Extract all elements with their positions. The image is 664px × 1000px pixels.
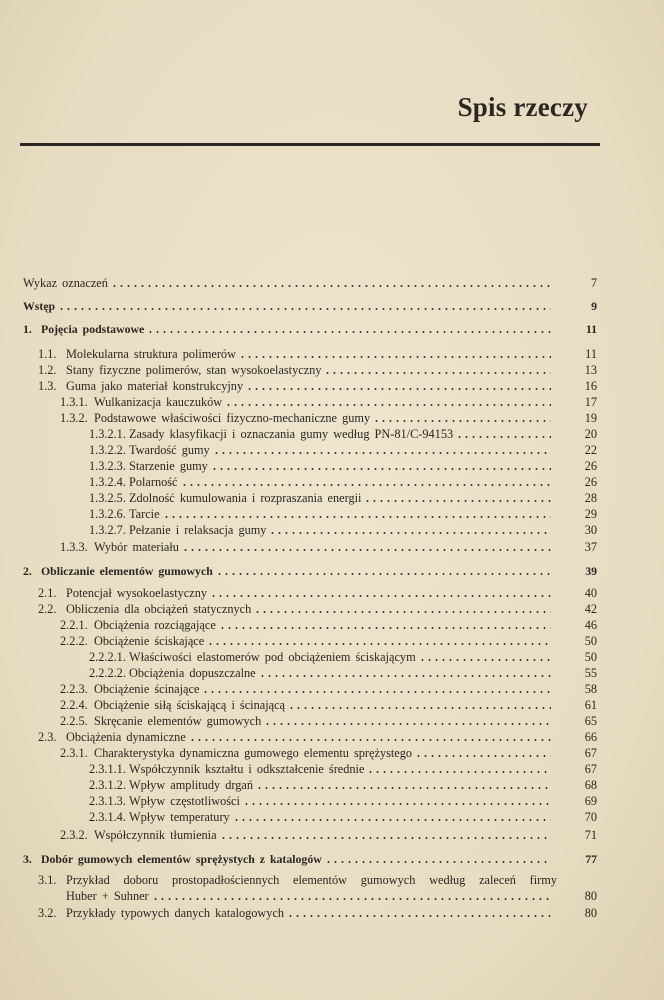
toc-entry[interactable] <box>23 809 597 825</box>
entry-title: Polarność <box>129 475 178 489</box>
entry-title: Starzenie gumy <box>129 459 208 473</box>
entry-number: 2.2.2. <box>60 634 88 648</box>
entry-number: 2.2.2.2. <box>89 666 126 680</box>
entry-page: 28 <box>584 491 597 505</box>
entry-number: 1.3.1. <box>60 395 88 409</box>
entry-number: 2.2.5. <box>60 714 88 728</box>
dot-leader <box>111 285 551 287</box>
entry-page: 22 <box>584 443 597 457</box>
entry-number: 1.3.2.6. <box>89 507 126 521</box>
entry-page: 13 <box>584 363 597 377</box>
toc-entry[interactable] <box>23 697 597 713</box>
entry-number: 1. <box>23 322 32 336</box>
dot-leader <box>325 861 551 863</box>
entry-page: 42 <box>584 602 597 616</box>
entry-title: Obliczenia dla obciążeń statycznych <box>66 602 252 616</box>
toc-entry[interactable] <box>23 617 597 633</box>
entry-number: 2.2.3. <box>60 682 88 696</box>
entry-page: 67 <box>584 762 597 776</box>
entry-number: 1.3.2.2. <box>89 443 126 457</box>
entry-title: Zdolność kumulowania i rozpraszania energii <box>129 491 362 505</box>
entry-number: 1.3.2.4. <box>89 475 126 489</box>
entry-title: Obciążenie siłą ściskającą i ścinającą <box>94 698 285 712</box>
entry-page: 67 <box>584 746 597 760</box>
entry-number: 3.1. <box>38 873 57 887</box>
entry-number: 2.2.4. <box>60 698 88 712</box>
entry-page: 9 <box>591 299 597 313</box>
dot-leader <box>210 595 551 597</box>
dot-leader <box>288 707 551 709</box>
entry-title: Podstawowe właściwości fizyczno-mechaniczne gumy <box>94 411 371 425</box>
toc-entry[interactable] <box>23 872 597 888</box>
entry-title: Molekularna struktura polimerów <box>66 347 236 361</box>
dot-leader <box>213 452 551 454</box>
toc-entry[interactable] <box>23 298 597 314</box>
entry-number: 2.1. <box>38 586 57 600</box>
entry-title: Wpływ amplitudy drgań <box>129 778 253 792</box>
dot-leader <box>220 837 551 839</box>
toc-entry[interactable] <box>23 539 597 555</box>
dot-leader <box>182 549 551 551</box>
entry-number: 3. <box>23 852 32 866</box>
toc-entry[interactable] <box>23 490 597 506</box>
toc-entry[interactable] <box>23 681 597 697</box>
entry-number: 2.3.1.4. <box>89 810 126 824</box>
entry-number: 1.3.2. <box>60 411 88 425</box>
entry-number: 1.3.2.1. <box>89 427 126 441</box>
entry-number: 2.3.1.2. <box>89 778 126 792</box>
entry-number: 1.3.3. <box>60 540 88 554</box>
entry-number: 1.2. <box>38 363 57 377</box>
entry-page: 80 <box>584 889 597 903</box>
dot-leader <box>239 356 551 358</box>
entry-page: 50 <box>584 650 597 664</box>
toc-entry-continuation <box>23 888 597 904</box>
toc-entry[interactable] <box>23 563 597 579</box>
entry-number: 1.3.2.3. <box>89 459 126 473</box>
dot-leader <box>254 611 551 613</box>
entry-page: 30 <box>584 523 597 537</box>
entry-page: 26 <box>584 475 597 489</box>
toc-entry[interactable] <box>23 442 597 458</box>
entry-page: 7 <box>590 276 597 290</box>
dot-leader <box>373 420 551 422</box>
toc-entry[interactable] <box>23 474 597 490</box>
entry-title: Obciążenie ściskające <box>94 634 205 648</box>
toc-entry[interactable] <box>23 665 597 681</box>
entry-page: 39 <box>585 564 597 578</box>
entry-title: Wykaz oznaczeń <box>23 276 108 290</box>
dot-leader <box>189 739 551 741</box>
toc-entry[interactable] <box>23 275 597 291</box>
dot-leader <box>216 573 551 575</box>
entry-page: 11 <box>585 322 597 336</box>
entry-number: 2.2.1. <box>60 618 88 632</box>
toc-entry[interactable] <box>23 649 597 665</box>
entry-title: Wulkanizacja kauczuków <box>94 395 223 409</box>
dot-leader <box>415 755 551 757</box>
entry-page: 46 <box>584 618 597 632</box>
page-title: Spis rzeczy <box>457 92 588 122</box>
dot-leader <box>287 915 551 917</box>
dot-leader <box>269 532 551 534</box>
entry-page: 68 <box>584 778 597 792</box>
toc-entry[interactable] <box>23 458 597 474</box>
toc-entry[interactable] <box>23 777 597 793</box>
toc-entry[interactable] <box>23 378 597 394</box>
entry-title: Obciążenia dopuszczalne <box>129 666 256 680</box>
toc-entry[interactable] <box>23 321 597 337</box>
entry-title: Przykład doboru prostopadłościennych elementów gumowych według zaleceń firmy <box>66 873 557 887</box>
toc-entry[interactable] <box>23 745 597 761</box>
entry-page: 69 <box>584 794 597 808</box>
entry-page: 65 <box>584 714 597 728</box>
dot-leader <box>456 436 551 438</box>
title-rule <box>20 143 600 146</box>
entry-title: Pełzanie i relaksacja gumy <box>129 523 267 537</box>
entry-page: 37 <box>584 540 597 554</box>
entry-page: 70 <box>584 810 597 824</box>
entry-title: Tarcie <box>129 507 160 521</box>
toc-entry[interactable] <box>23 633 597 649</box>
entry-page: 50 <box>584 634 597 648</box>
dot-leader <box>264 723 551 725</box>
entry-number: 2.2.2.1. <box>89 650 126 664</box>
entry-page: 80 <box>584 906 597 920</box>
dot-leader <box>419 659 551 661</box>
dot-leader <box>233 819 551 821</box>
entry-page: 58 <box>584 682 597 696</box>
entry-title: Skręcanie elementów gumowych <box>94 714 262 728</box>
dot-leader <box>256 787 551 789</box>
entry-number: 2.3. <box>38 730 57 744</box>
toc-entry[interactable] <box>23 729 597 745</box>
toc-entry[interactable] <box>23 585 597 601</box>
dot-leader <box>259 675 551 677</box>
toc-entry[interactable] <box>23 905 597 921</box>
entry-title: Potencjał wysokoelastyczny <box>66 586 207 600</box>
toc-entry[interactable] <box>23 346 597 362</box>
entry-number: 2. <box>23 564 32 578</box>
entry-title: Twardość gumy <box>129 443 210 457</box>
dot-leader <box>324 372 551 374</box>
entry-page: 77 <box>585 852 597 866</box>
toc-entry[interactable] <box>23 601 597 617</box>
entry-title: Obciążenia rozciągające <box>94 618 216 632</box>
dot-leader <box>246 388 551 390</box>
entry-number: 1.3.2.7. <box>89 523 126 537</box>
dot-leader <box>364 500 551 502</box>
entry-title-continuation: Huber + Suhner <box>66 889 149 903</box>
entry-page: 61 <box>584 698 597 712</box>
dot-leader <box>163 516 551 518</box>
entry-number: 2.3.1.1. <box>89 762 126 776</box>
dot-leader <box>202 691 551 693</box>
entry-title: Obciążenie ścinające <box>94 682 200 696</box>
toc-entry[interactable] <box>23 793 597 809</box>
entry-page: 17 <box>584 395 597 409</box>
entry-number: 2.2. <box>38 602 57 616</box>
entry-number: 3.2. <box>38 906 57 920</box>
entry-title: Obciążenia dynamiczne <box>66 730 186 744</box>
toc-entry[interactable] <box>23 362 597 378</box>
entry-page: 71 <box>584 828 597 842</box>
entry-page: 20 <box>584 427 597 441</box>
entry-number: 1.1. <box>38 347 57 361</box>
dot-leader <box>219 627 551 629</box>
toc-entry[interactable] <box>23 426 597 442</box>
entry-number: 1.3. <box>38 379 57 393</box>
entry-page: 11 <box>585 347 597 361</box>
entry-number: 2.3.2. <box>60 828 88 842</box>
entry-title: Wybór materiału <box>94 540 179 554</box>
entry-title: Zasady klasyfikacji i oznaczania gumy według PN-81/C-94153 <box>129 427 454 441</box>
toc-entry[interactable] <box>23 506 597 522</box>
dot-leader <box>243 803 551 805</box>
entry-number: 2.3.1.3. <box>89 794 126 808</box>
dot-leader <box>211 468 551 470</box>
entry-page: 26 <box>584 459 597 473</box>
entry-title: Stany fizyczne polimerów, stan wysokoelastyczny <box>66 363 322 377</box>
entry-title: Wpływ temperatury <box>129 810 230 824</box>
entry-title: Wstęp <box>23 299 56 313</box>
toc-entry[interactable] <box>23 522 597 538</box>
entry-title: Obliczanie elementów gumowych <box>41 564 213 578</box>
dot-leader <box>367 771 551 773</box>
dot-leader <box>181 484 552 486</box>
entry-title: Współczynnik kształtu i odkształcenie średnie <box>129 762 365 776</box>
entry-page: 29 <box>584 507 597 521</box>
dot-leader <box>152 898 551 900</box>
entry-number: 1.3.2.5. <box>89 491 126 505</box>
entry-page: 16 <box>584 379 597 393</box>
toc-entry[interactable] <box>23 713 597 729</box>
entry-page: 55 <box>584 666 597 680</box>
entry-title: Guma jako materiał konstrukcyjny <box>66 379 244 393</box>
entry-title: Wpływ częstotliwości <box>129 794 240 808</box>
dot-leader <box>207 643 551 645</box>
dot-leader <box>147 331 551 333</box>
toc-entry[interactable] <box>23 394 597 410</box>
entry-title: Współczynnik tłumienia <box>94 828 217 842</box>
entry-title: Właściwości elastomerów pod obciążeniem ściskającym <box>129 650 416 664</box>
dot-leader <box>225 404 551 406</box>
toc-entry[interactable] <box>23 851 597 867</box>
entry-page: 19 <box>584 411 597 425</box>
toc-entry[interactable] <box>23 410 597 426</box>
entry-page: 66 <box>584 730 597 744</box>
dot-leader <box>58 308 551 310</box>
toc-entry[interactable] <box>23 761 597 777</box>
toc-entry[interactable] <box>23 827 597 843</box>
entry-number: 2.3.1. <box>60 746 88 760</box>
entry-title: Charakterystyka dynamiczna gumowego elementu sprężystego <box>94 746 413 760</box>
entry-page: 40 <box>584 586 597 600</box>
entry-title: Pojęcia podstawowe <box>41 322 145 336</box>
entry-title: Dobór gumowych elementów sprężystych z katalogów <box>41 852 322 866</box>
entry-title: Przykłady typowych danych katalogowych <box>66 906 285 920</box>
